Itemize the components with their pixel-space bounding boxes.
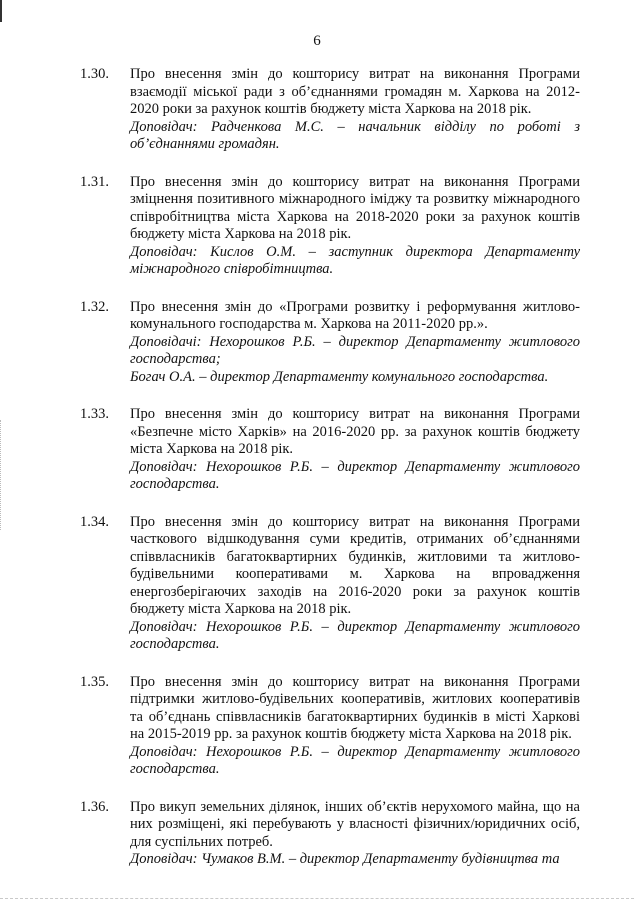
item-number: 1.34. — [80, 513, 109, 530]
agenda-item — [0, 66, 634, 154]
item-number: 1.32. — [80, 298, 109, 315]
item-title: Про внесення змін до кошторису витрат на виконання Програми взаємодії міської ради з об’єднаннями громадян м. Харкова на 2012-2020 роки за рахунок коштів бюджету міста Харкова на 2018 рік. — [130, 66, 580, 117]
agenda-item — [0, 299, 634, 387]
item-title: Про внесення змін до кошторису витрат на виконання Програми зміцнення позитивного міжнародного іміджу та розвитку міжнародного співробітництва міста Харкова на 2018-2020 роки за рахунок коштів бюджету міста Харкова на 2018 рік. — [130, 173, 580, 242]
item-speaker: Доповідач: Радченкова М.С. – начальник відділу по роботі з об’єднаннями громадян. — [130, 118, 580, 152]
binding-mark — [0, 0, 2, 22]
item-number: 1.35. — [80, 673, 109, 690]
item-number: 1.33. — [80, 406, 109, 422]
item-title: Про внесення змін до кошторису витрат на виконання Програми часткового відшкодування суми кредитів, отриманих об’єднаннями співвласників багатоквартирних будинків, житловими та житлово-будівельними кооперативами м. Харкова на впровадження енергозберігаючих заходів на 2016-2020 роки за рахунок коштів бюджету міста Харкова на 2018 рік. — [130, 513, 580, 617]
item-title: Про внесення змін до кошторису витрат на виконання Програми «Безпечне місто Харків» на 2016-2020 рр. за рахунок коштів бюджету міста Харкова на 2018 рік. — [130, 406, 580, 457]
agenda-item — [0, 514, 634, 654]
item-number: 1.31. — [80, 173, 109, 190]
item-speaker: Доповідач: Нехорошков Р.Б. – директор Департаменту житлового господарства. — [130, 743, 580, 777]
item-title: Про викуп земельних ділянок, інших об’єктів нерухомого майна, що на них розміщені, які перебувають у власності фізичних/юридичних осіб, для суспільних потреб. — [130, 798, 580, 850]
agenda-item — [0, 799, 634, 869]
agenda-item — [0, 674, 634, 779]
item-number: 1.36. — [80, 798, 109, 815]
item-speaker: Доповідач: Чумаков В.М. – директор Департаменту будівництва та — [130, 851, 560, 867]
item-speaker: Доповідач: Нехорошков Р.Б. – директор Департаменту житлового господарства. — [130, 618, 580, 652]
page-number: 6 — [313, 33, 321, 49]
agenda-item — [0, 406, 634, 494]
item-title: Про внесення змін до кошторису витрат на виконання Програми підтримки житлово-будівельних кооперативів, житлових кооперативів та об’єднань співвласників багатоквартирних будинків в місті Харкові на 2015-2019 рр. за рахунок коштів бюджету міста Харкова на 2018 рік. — [130, 673, 580, 742]
scan-edge-line — [0, 898, 634, 899]
item-speaker: Доповідачі: Нехорошков Р.Б. – директор Департаменту житлового господарства; — [130, 333, 580, 367]
agenda-item — [0, 174, 634, 279]
item-speaker: Богач О.А. – директор Департаменту комунального господарства. — [130, 368, 549, 385]
item-speaker: Доповідач: Нехорошков Р.Б. – директор Департаменту житлового господарства. — [130, 458, 580, 492]
item-title: Про внесення змін до «Програми розвитку і реформування житлово-комунального господарства м. Харкова на 2011-2020 рр.». — [130, 298, 580, 332]
item-number: 1.30. — [80, 66, 109, 82]
agenda-list — [0, 66, 634, 889]
item-speaker: Доповідач: Кислов О.М. – заступник директора Департаменту міжнародного співробітництва. — [130, 243, 580, 277]
